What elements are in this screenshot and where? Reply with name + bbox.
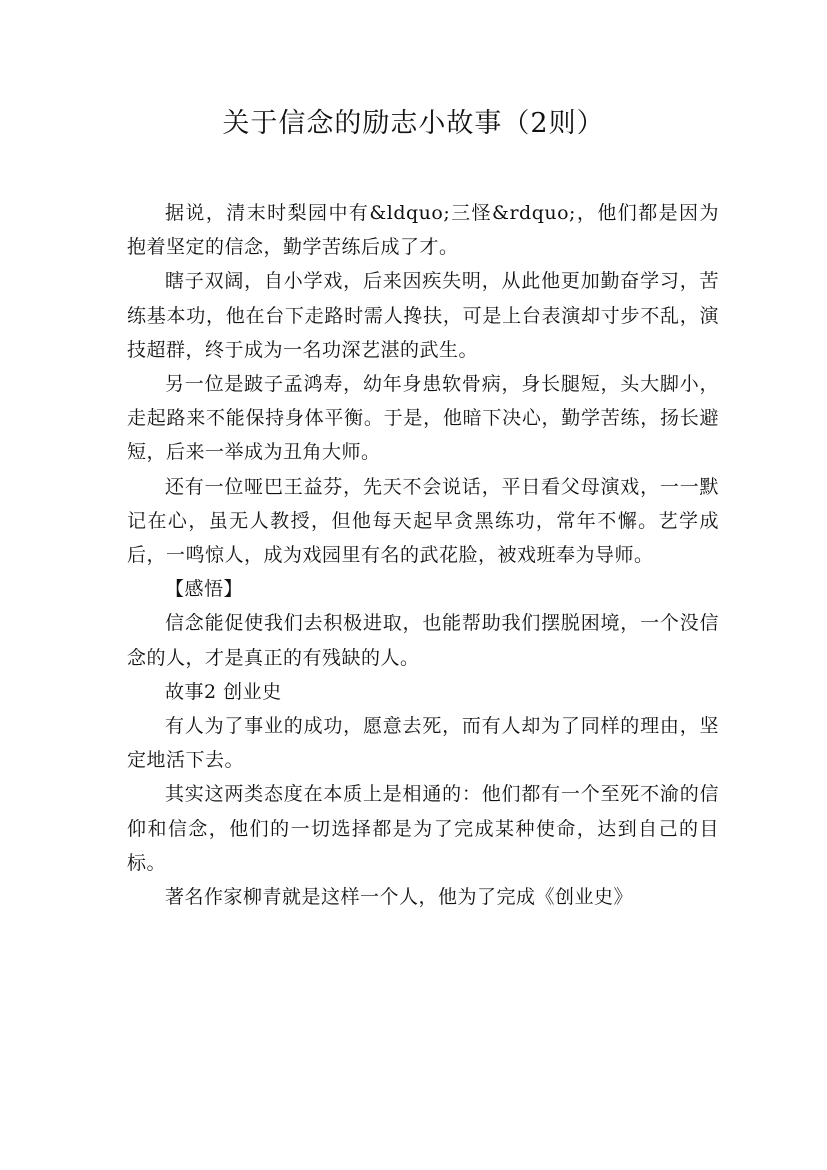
paragraph-liu-qing: 著名作家柳青就是这样一个人，他为了完成《创业史》 [165, 886, 634, 909]
paragraph-blind-actor: 瞎子双阔，自小学戏，后来因疾失明，从此他更加勤奋学习，苦练基本功，他在台下走路时需人搀扶，可是上台表演却寸步不乱，演技超群，终于成为一名功深艺湛的武生。 [127, 270, 719, 361]
story-2-heading: 故事2 创业史 [165, 680, 282, 703]
paragraph-story2-belief: 其实这两类态度在本质上是相通的：他们都有一个至死不渝的信仰和信念，他们的一切选择都是为了完成某种使命，达到自己的目标。 [127, 783, 719, 874]
document-title: 关于信念的励志小故事（2则） [222, 108, 605, 139]
document-body [127, 196, 719, 914]
paragraph-insight: 信念能促使我们去积极进取，也能帮助我们摆脱困境，一个没信念的人，才是真正的有残缺的人。 [127, 612, 719, 669]
section-heading-insight: 【感悟】 [165, 578, 244, 601]
paragraph-lame-actor: 另一位是跛子孟鸿寿，幼年身患软骨病，身长腿短，头大脚小，走起路来不能保持身体平衡。于是，他暗下决心，勤学苦练，扬长避短，后来一举成为丑角大师。 [127, 373, 719, 464]
paragraph-intro: 据说，清末时梨园中有&ldquo;三怪&rdquo;，他们都是因为抱着坚定的信念，勤学苦练后成了才。 [127, 202, 719, 259]
paragraph-story2-intro: 有人为了事业的成功，愿意去死，而有人却为了同样的理由，坚定地活下去。 [127, 715, 719, 772]
paragraph-mute-actor: 还有一位哑巴王益芬，先天不会说话，平日看父母演戏，一一默记在心，虽无人教授，但他每天起早贪黑练功，常年不懈。艺学成后，一鸣惊人，成为戏园里有名的武花脸，被戏班奉为导师。 [127, 475, 719, 567]
